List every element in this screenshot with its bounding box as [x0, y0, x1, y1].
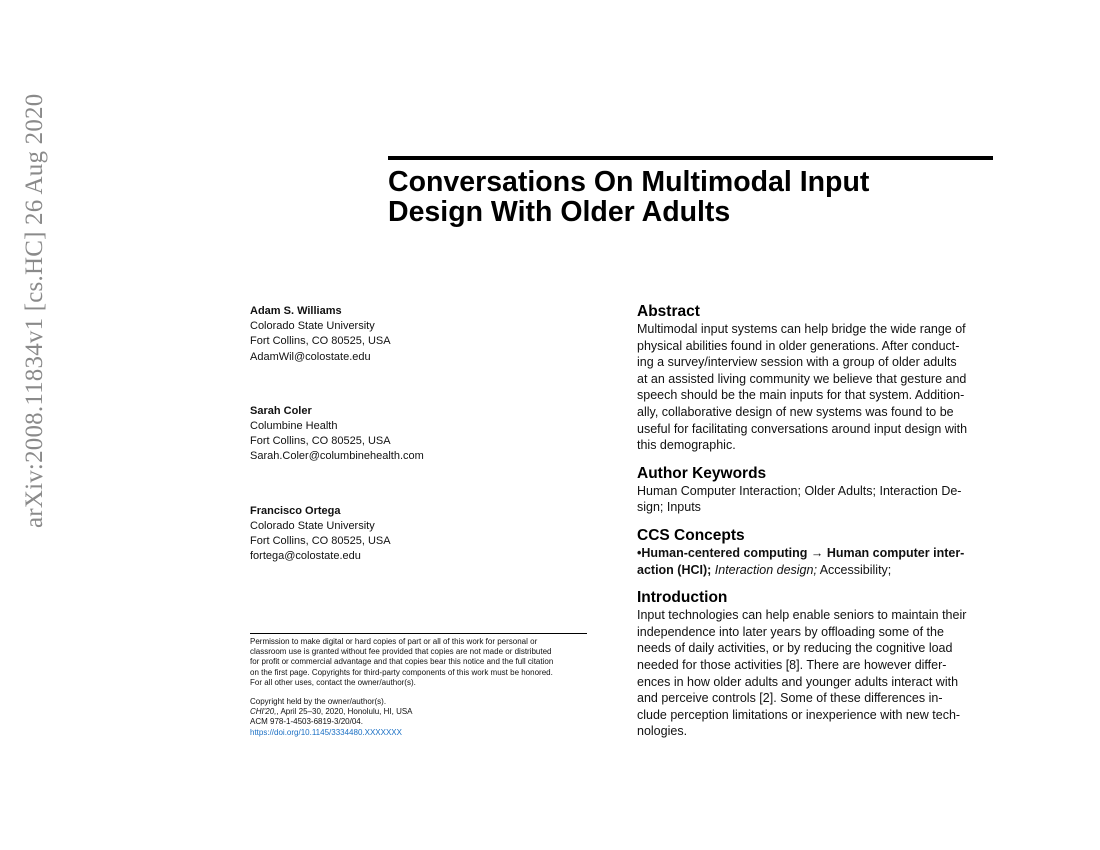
abstract-line: Multimodal input systems can help bridge the wide range of — [637, 322, 966, 336]
introduction-line: and perceive controls [2]. Some of these differences in- — [637, 691, 943, 706]
abstract-line: physical abilities found in older generations. After conduct- — [637, 338, 960, 353]
author-name: Francisco Ortega — [250, 504, 341, 517]
introduction-line: independence into later years by offloading some of the — [637, 624, 944, 639]
footnote-rule — [250, 633, 587, 634]
copyright-block — [250, 697, 590, 738]
ccs-line — [637, 545, 977, 562]
author-affiliation: Colorado State University — [250, 519, 375, 532]
permission-line: classroom use is granted without fee provided that copies are not made or distributed — [250, 647, 552, 657]
ccs-heading: CCS Concepts — [637, 526, 745, 544]
author-name: Sarah Coler — [250, 404, 312, 417]
author-affiliation: Columbine Health — [250, 420, 338, 433]
keywords-line: Human Computer Interaction; Older Adults; Interaction De- — [637, 483, 962, 498]
ccs-line — [637, 562, 977, 579]
ccs-arrow: → — [807, 545, 827, 560]
conference-details: , April 25–30, 2020, Honolulu, HI, USA — [276, 707, 413, 717]
permission-line: for profit or commercial advantage and that copies bear this notice and the full citation — [250, 657, 554, 667]
permission-line: on the first page. Copyrights for third-party components of this work must be honored. — [250, 667, 553, 677]
author-address: Fort Collins, CO 80525, USA — [250, 535, 391, 548]
conference-line — [250, 707, 590, 717]
ccs-concept-italic: Interaction design; — [711, 562, 817, 577]
right-column — [637, 302, 977, 750]
introduction-line: needed for those activities [8]. There are however differ- — [637, 657, 947, 672]
author-email[interactable]: AdamWil@colostate.edu — [250, 350, 371, 363]
introduction-line: ences in how older adults and younger adults interact with — [637, 674, 959, 689]
introduction-line: Input technologies can help enable seniors to maintain their — [637, 608, 967, 623]
ccs-text — [637, 545, 977, 578]
abstract-line: speech should be the main inputs for that system. Addition- — [637, 388, 965, 403]
author-block — [250, 404, 590, 465]
permission-notice — [250, 637, 590, 688]
author-list — [250, 304, 590, 603]
author-name: Adam S. Williams — [250, 305, 342, 317]
abstract-line: ing a survey/interview session with a group of older adults — [637, 355, 957, 370]
ccs-concept-secondary: Human computer inter- — [826, 545, 965, 560]
ccs-concept-primary: •Human-centered computing — [637, 545, 808, 560]
permission-line: Permission to make digital or hard copies of part or all of this work for personal or — [250, 637, 538, 646]
abstract-line: ally, collaborative design of new systems was found to be — [637, 404, 954, 419]
ccs-concept-secondary-cont: action (HCI); — [637, 562, 712, 577]
abstract-line: this demographic. — [637, 438, 736, 453]
author-email[interactable]: Sarah.Coler@columbinehealth.com — [250, 450, 424, 463]
keywords-line: sign; Inputs — [637, 500, 701, 515]
abstract-text — [637, 321, 977, 454]
acm-isbn: ACM 978-1-4503-6819-3/20/04. — [250, 717, 363, 727]
conference-venue: CHI'20, — [250, 707, 277, 717]
paper-title-line-2: Design With Older Adults — [388, 196, 731, 228]
title-rule — [388, 156, 993, 160]
keywords-heading: Author Keywords — [637, 464, 767, 482]
author-address: Fort Collins, CO 80525, USA — [250, 335, 391, 348]
introduction-line: nologies. — [637, 724, 688, 739]
abstract-heading: Abstract — [637, 303, 700, 320]
introduction-text — [637, 607, 977, 740]
abstract-line: useful for facilitating conversations around input design with — [637, 421, 968, 436]
arxiv-identifier-stamp: arXiv:2008.11834v1 [cs.HC] 26 Aug 2020 — [21, 93, 48, 528]
author-block — [250, 504, 590, 565]
author-email[interactable]: fortega@colostate.edu — [250, 550, 361, 563]
copyright-held: Copyright held by the owner/author(s). — [250, 697, 387, 706]
author-address: Fort Collins, CO 80525, USA — [250, 435, 391, 448]
introduction-heading: Introduction — [637, 589, 728, 607]
paper-title-line-1: Conversations On Multimodal Input — [388, 166, 870, 198]
paper-title — [388, 167, 988, 227]
permission-line: For all other uses, contact the owner/author(s). — [250, 677, 416, 687]
author-block — [250, 304, 590, 365]
introduction-line: clude perception limitations or inexperience with new tech- — [637, 707, 961, 722]
doi-link[interactable]: https://doi.org/10.1145/3334480.XXXXXXX — [250, 727, 402, 737]
author-affiliation: Colorado State University — [250, 320, 375, 333]
ccs-concept-plain: Accessibility; — [816, 562, 892, 577]
introduction-line: needs of daily activities, or by reducing the cognitive load — [637, 641, 953, 656]
keywords-text — [637, 483, 977, 516]
abstract-line: at an assisted living community we believe that gesture and — [637, 371, 967, 386]
